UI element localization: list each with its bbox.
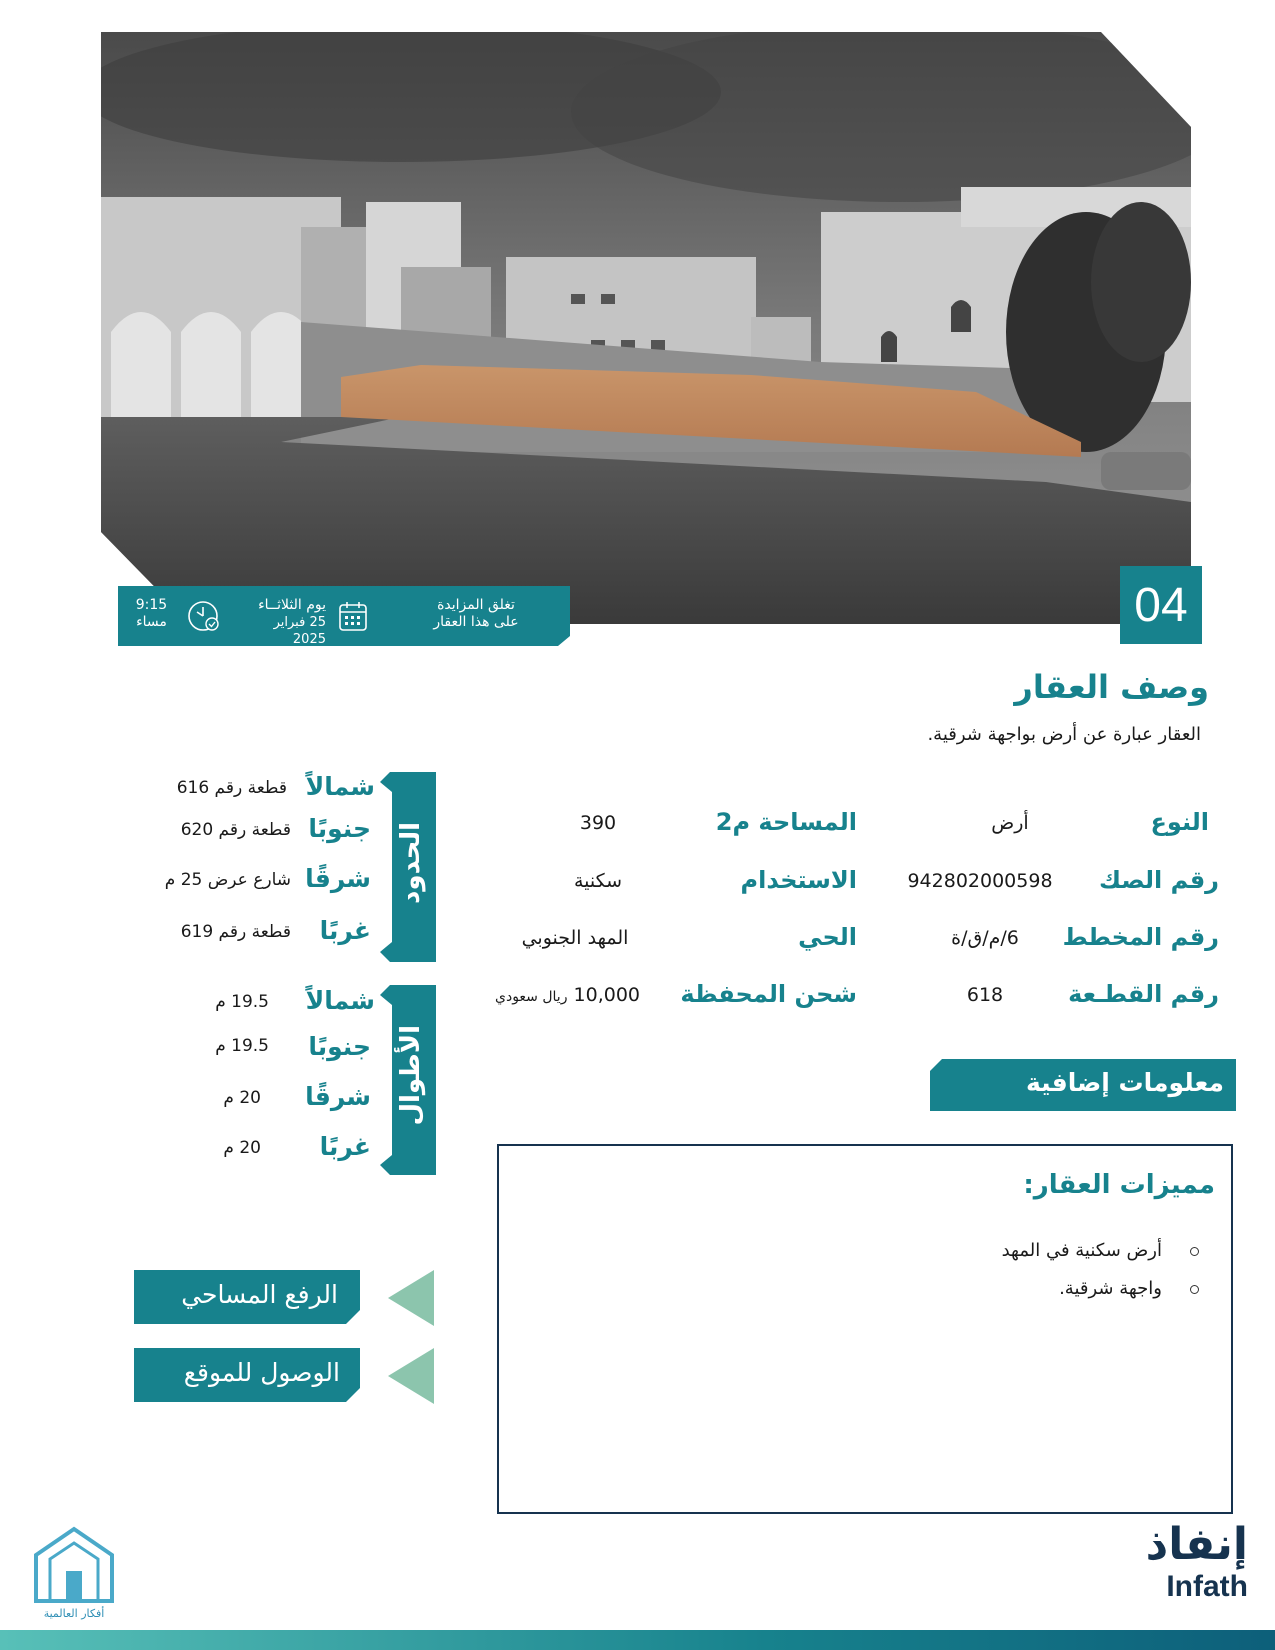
property-photo	[101, 32, 1191, 624]
length-west-label: غربًا	[319, 1132, 371, 1161]
wallet-charge-currency: ريال سعودي	[495, 989, 568, 1005]
infath-logo	[1140, 1520, 1248, 1612]
plot-value: 618	[966, 984, 1004, 1006]
boundary-east-value: شارع عرض 25 م	[164, 870, 291, 890]
type-label: النوع	[1150, 808, 1209, 836]
length-south-label: جنوبًا	[308, 1032, 371, 1061]
boundary-east-label: شرقًا	[305, 864, 371, 893]
auction-closing-bar	[118, 586, 570, 646]
auction-day: يوم الثلاثــاء	[258, 597, 326, 613]
feature-item	[1002, 1240, 1199, 1261]
district-label: الحي	[798, 923, 857, 951]
length-west-value: 20 م	[223, 1138, 261, 1158]
length-east-value: 20 م	[223, 1088, 261, 1108]
plan-value: 6/م/ق/ة	[951, 927, 1019, 949]
afkar-logo-text: أفكار العالمية	[43, 1607, 105, 1620]
auction-date: 25 فبراير 2025	[273, 615, 326, 647]
description-text: العقار عبارة عن أرض بواجهة شرقية.	[927, 724, 1201, 745]
usage-value: سكنية	[573, 870, 623, 892]
deed-label: رقم الصك	[1099, 866, 1219, 894]
length-east-label: شرقًا	[305, 1082, 371, 1111]
boundary-west-value: قطعة رقم 619	[180, 922, 291, 942]
feature-text: أرض سكنية في المهد	[1001, 1240, 1162, 1261]
location-link-button[interactable]	[134, 1348, 434, 1400]
wallet-charge-label: شحن المحفظة	[680, 980, 857, 1008]
infath-logo-ar: إنفاذ	[1145, 1519, 1248, 1570]
auction-period: مساء	[136, 614, 167, 630]
survey-link-label: الرفع المساحي	[181, 1280, 338, 1309]
auction-closing-text-1: تغلق المزايدة	[437, 597, 515, 613]
boundary-north-label: شمالاً	[305, 772, 375, 801]
lengths-title: الأطوال	[396, 1025, 426, 1126]
survey-link-button[interactable]	[134, 1270, 434, 1322]
auction-time: 9:15	[135, 597, 168, 613]
calendar-icon	[338, 600, 368, 632]
district-value: المهد الجنوبي	[521, 927, 629, 949]
location-link-label: الوصول للموقع	[183, 1358, 340, 1387]
lot-number: 04	[1120, 566, 1202, 644]
features-box	[497, 1144, 1233, 1514]
boundary-south-value: قطعة رقم 620	[180, 820, 291, 840]
feature-item	[1059, 1278, 1199, 1299]
usage-label: الاستخدام	[740, 866, 857, 894]
area-label: المساحة م2	[715, 808, 857, 836]
boundaries-title: الحدود	[396, 822, 426, 904]
deed-value: 942802000598	[907, 870, 1053, 892]
bullet-icon	[1190, 1247, 1199, 1256]
boundary-north-value: قطعة رقم 616	[176, 778, 287, 798]
type-value: أرض	[991, 812, 1029, 834]
plan-label: رقم المخطط	[1062, 923, 1219, 951]
plot-label: رقم القطـعة	[1068, 980, 1219, 1008]
wallet-charge-amount: 10,000	[573, 984, 640, 1006]
area-value: 390	[579, 812, 617, 834]
infath-logo-en: Infath	[1166, 1570, 1248, 1603]
extra-info-header	[930, 1059, 1236, 1111]
length-south-value: 19.5 م	[215, 1036, 269, 1056]
extra-info-title: معلومات إضافية	[1025, 1068, 1224, 1097]
afkar-logo	[32, 1525, 116, 1623]
boundary-south-label: جنوبًا	[308, 814, 371, 843]
bullet-icon	[1190, 1285, 1199, 1294]
clock-icon	[186, 599, 222, 633]
length-north-value: 19.5 م	[215, 992, 269, 1012]
boundary-west-label: غربًا	[319, 916, 371, 945]
wallet-charge-value	[470, 984, 640, 1006]
description-title: وصف العقار	[1014, 668, 1209, 706]
bottom-gradient-bar	[0, 1630, 1275, 1650]
auction-closing-text-2: على هذا العقار	[433, 614, 519, 630]
length-north-label: شمالاً	[305, 986, 375, 1015]
feature-text: واجهة شرقية.	[1059, 1278, 1162, 1299]
features-title: مميزات العقار:	[1023, 1170, 1215, 1200]
